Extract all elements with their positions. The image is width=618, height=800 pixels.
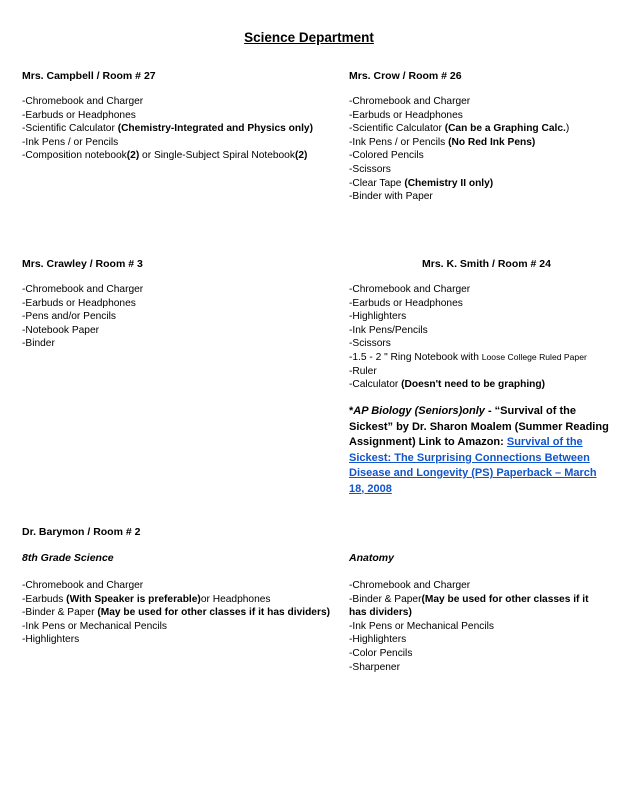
list-item: -Ruler xyxy=(349,365,377,377)
list-item: -Highlighters xyxy=(349,311,407,323)
list-item: -Notebook Paper xyxy=(22,324,100,336)
list-item: -Chromebook and Charger xyxy=(22,96,144,107)
list-item: -Binder xyxy=(22,338,55,350)
list-item: -Chromebook and Charger xyxy=(22,284,144,295)
list-item: -Chromebook and Charger xyxy=(22,580,144,591)
list-item: -Scissors xyxy=(349,338,391,350)
crow-supply-list xyxy=(349,95,569,204)
eighth-grade-supply-list xyxy=(22,579,330,647)
list-item: -Colored Pencils xyxy=(349,150,424,162)
anatomy-heading: Anatomy xyxy=(349,552,394,564)
list-item: -Highlighters xyxy=(22,634,80,646)
crawley-supply-list xyxy=(22,283,143,351)
smith-heading: Mrs. K. Smith / Room # 24 xyxy=(422,258,551,270)
list-item: -Binder & Paper(May be used for other classes if it has dividers) xyxy=(349,593,589,619)
campbell-heading: Mrs. Campbell / Room # 27 xyxy=(22,70,156,82)
smith-supply-list xyxy=(349,283,587,392)
list-item: -Earbuds or Headphones xyxy=(22,297,136,309)
list-item: -Color Pencils xyxy=(349,647,413,659)
list-item: -Earbuds or Headphones xyxy=(349,297,463,309)
list-item: -Ink Pens/Pencils xyxy=(349,324,428,336)
list-item: -Ink Pens or Mechanical Pencils xyxy=(22,620,167,632)
amazon-book-link[interactable]: Survival of the Sickest: The Surprising Connections Between Disease and Longevity (PS) Paperback – March 18, 2008 xyxy=(349,436,597,495)
list-item: -Ink Pens / or Pencils xyxy=(22,136,119,148)
list-item: -Chromebook and Charger xyxy=(349,580,471,591)
barymon-heading: Dr. Barymon / Room # 2 xyxy=(22,526,141,538)
crow-heading: Mrs. Crow / Room # 26 xyxy=(349,70,462,82)
list-item: -Sharpener xyxy=(349,661,400,673)
list-item: -Ink Pens / or Pencils (No Red Ink Pens) xyxy=(349,136,536,148)
list-item: -Ink Pens or Mechanical Pencils xyxy=(349,620,494,632)
list-item: -Scientific Calculator (Can be a Graphing Calc.) xyxy=(349,123,570,135)
list-item: -Earbuds (With Speaker is preferable)or Headphones xyxy=(22,593,271,605)
list-item: -Scissors xyxy=(349,163,391,175)
list-item: -Earbuds or Headphones xyxy=(349,109,463,121)
list-item: -Earbuds or Headphones xyxy=(22,109,136,121)
list-item: -Composition notebook(2) or Single-Subject Spiral Notebook(2) xyxy=(22,150,308,162)
campbell-supply-list xyxy=(22,95,313,163)
list-item: -Chromebook and Charger xyxy=(349,96,471,107)
list-item: -Binder with Paper xyxy=(349,191,433,203)
anatomy-supply-list xyxy=(349,579,604,674)
list-item: -Scientific Calculator (Chemistry-Integrated and Physics only) xyxy=(22,123,313,135)
eighth-grade-heading: 8th Grade Science xyxy=(22,552,114,564)
list-item: -Clear Tape (Chemistry II only) xyxy=(349,177,494,189)
list-item: -Binder & Paper (May be used for other classes if it has dividers) xyxy=(22,607,330,619)
list-item: -Calculator (Doesn't need to be graphing) xyxy=(349,379,546,391)
ap-biology-note: *AP Biology (Seniors)only - “Survival of the Sickest” by Dr. Sharon Moalem (Summer Reading Assignment) Link to Amazon: Survival of the Sickest: The Surprising Connections Between Disease and Longevity (PS) Paperback – March 18, 2008 xyxy=(349,405,609,495)
list-item: -Pens and/or Pencils xyxy=(22,311,117,323)
page-title: Science Department xyxy=(244,30,374,45)
list-item: -Highlighters xyxy=(349,634,407,646)
list-item: -Chromebook and Charger xyxy=(349,284,471,295)
list-item: -1.5 - 2 " Ring Notebook with Loose College Ruled Paper xyxy=(349,351,587,363)
crawley-heading: Mrs. Crawley / Room # 3 xyxy=(22,258,143,270)
